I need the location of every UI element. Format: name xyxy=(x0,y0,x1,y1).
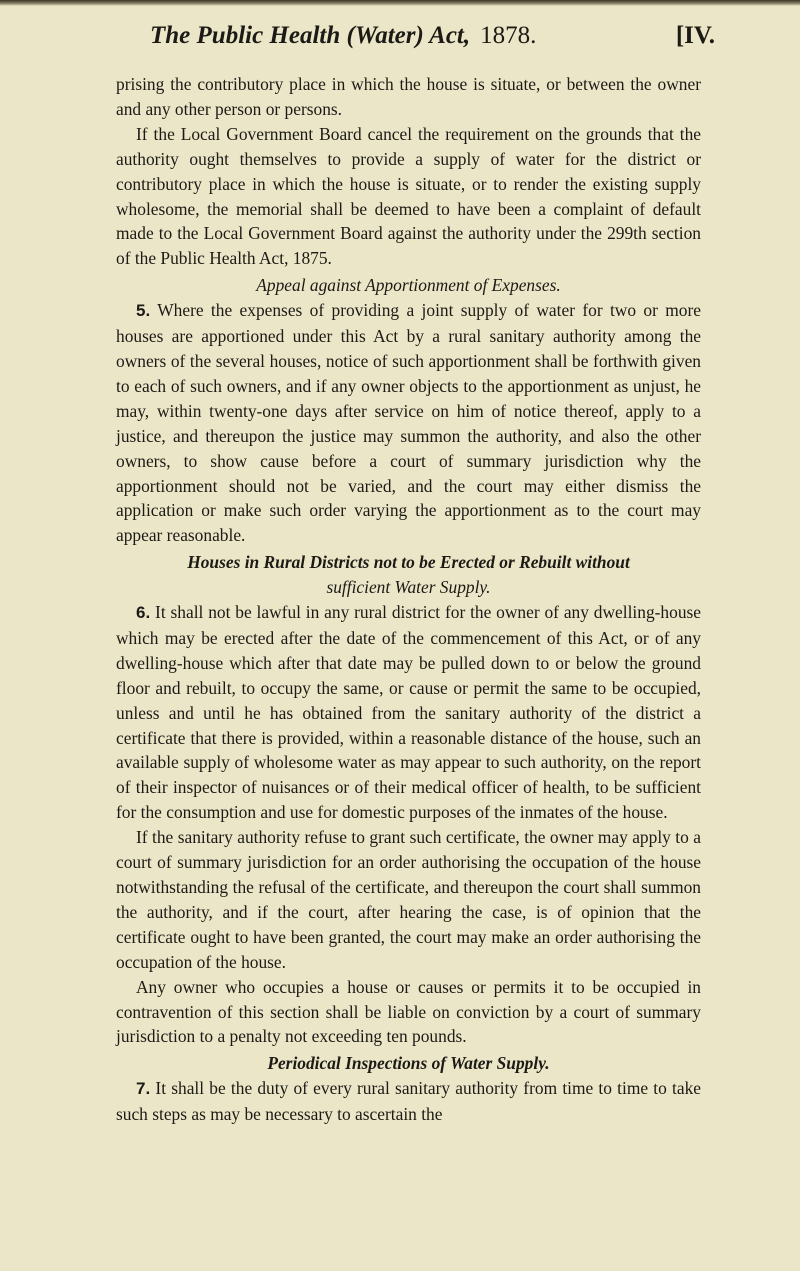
section-6-paragraph xyxy=(116,600,701,825)
section-5-number: 5. xyxy=(136,301,151,321)
section-6-heading xyxy=(116,550,701,600)
header-title: The Public Health (Water) Act, xyxy=(150,22,471,49)
section-7-number: 7. xyxy=(136,1079,151,1099)
section-5-text: Where the expenses of providing a joint supply of water for two or more houses are apportioned under this Act by a rural sanitary authority among the owners of the several houses, notice of such apportionment shall be forthwith given to each of such owners, and if any owner objects to the apportionment as unjust, he may, within twenty-one days after service on him of notice thereof, apply to a justice, and thereupon the justice may summon the authority, and also the other owners, to show cause before a court of summary jurisdiction why the apportionment should not be varied, and the court may either dismiss the application or make such order varying the apportionment as to the court may appear reasonable. xyxy=(116,300,701,546)
page-body xyxy=(116,72,701,1127)
header-page-number: [IV. xyxy=(675,22,715,49)
section-5-heading: Appeal against Apportionment of Expenses. xyxy=(256,275,561,296)
section-7-text: It shall be the duty of every rural sanitary authority from time to time to take such steps as may be necessary to ascertain the xyxy=(116,1078,701,1125)
section-7-paragraph xyxy=(116,1076,701,1127)
section-6-text: It shall not be lawful in any rural district for the owner of any dwelling-house which may be erected after the date of the commencement of this Act, or of any dwelling-house which after that date may be pulled down to or below the ground floor and rebuilt, to occupy the same, or cause or permit the same to be occupied, unless and until he has obtained from the sanitary authority of the district a certificate that there is provided, within a reasonable distance of the house, such an available supply of wholesome water as may appear to such authority, on the report of their inspector of nuisances or of their medical officer of health, to be sufficient for the consumption and use for domestic purposes of the inmates of the house. xyxy=(116,602,701,823)
running-header xyxy=(150,16,715,56)
section-7-heading: Periodical Inspections of Water Supply. xyxy=(267,1053,550,1074)
section-5-paragraph xyxy=(116,298,701,548)
header-year: 1878. xyxy=(480,22,537,49)
section-6-number: 6. xyxy=(136,603,151,623)
section-6-heading-line1: Houses in Rural Districts not to be Erected or Rebuilt without xyxy=(187,552,630,573)
section-6-heading-line2: sufficient Water Supply. xyxy=(326,577,491,598)
section-6-paragraph-2: If the sanitary authority refuse to grant such certificate, the owner may apply to a court of summary jurisdiction for an order authorising the occupation of the house notwithstanding the refusal of the certificate, and thereupon the court shall summon the authority, and if the court, after hearing the case, is of opinion that the certificate ought to have been granted, the court may make an order authorising the occupation of the house. xyxy=(116,827,701,972)
paragraph-continued: prising the contributory place in which the house is situate, or between the owner and any other person or persons. xyxy=(116,74,701,119)
section-6-paragraph-3: Any owner who occupies a house or causes or permits it to be occupied in contravention of this section shall be liable on conviction by a court of summary jurisdiction to a penalty not exceeding ten pounds. xyxy=(116,976,701,1047)
paragraph-memorial: If the Local Government Board cancel the requirement on the grounds that the authority ought themselves to provide a supply of water for the district or contributory place in which the house is situate, or to render the existing supply wholesome, the memorial shall be deemed to have been a complaint of default made to the Local Government Board against the authority under the 299th section of the Public Health Act, 1875. xyxy=(116,123,701,269)
page-top-edge xyxy=(0,0,800,6)
